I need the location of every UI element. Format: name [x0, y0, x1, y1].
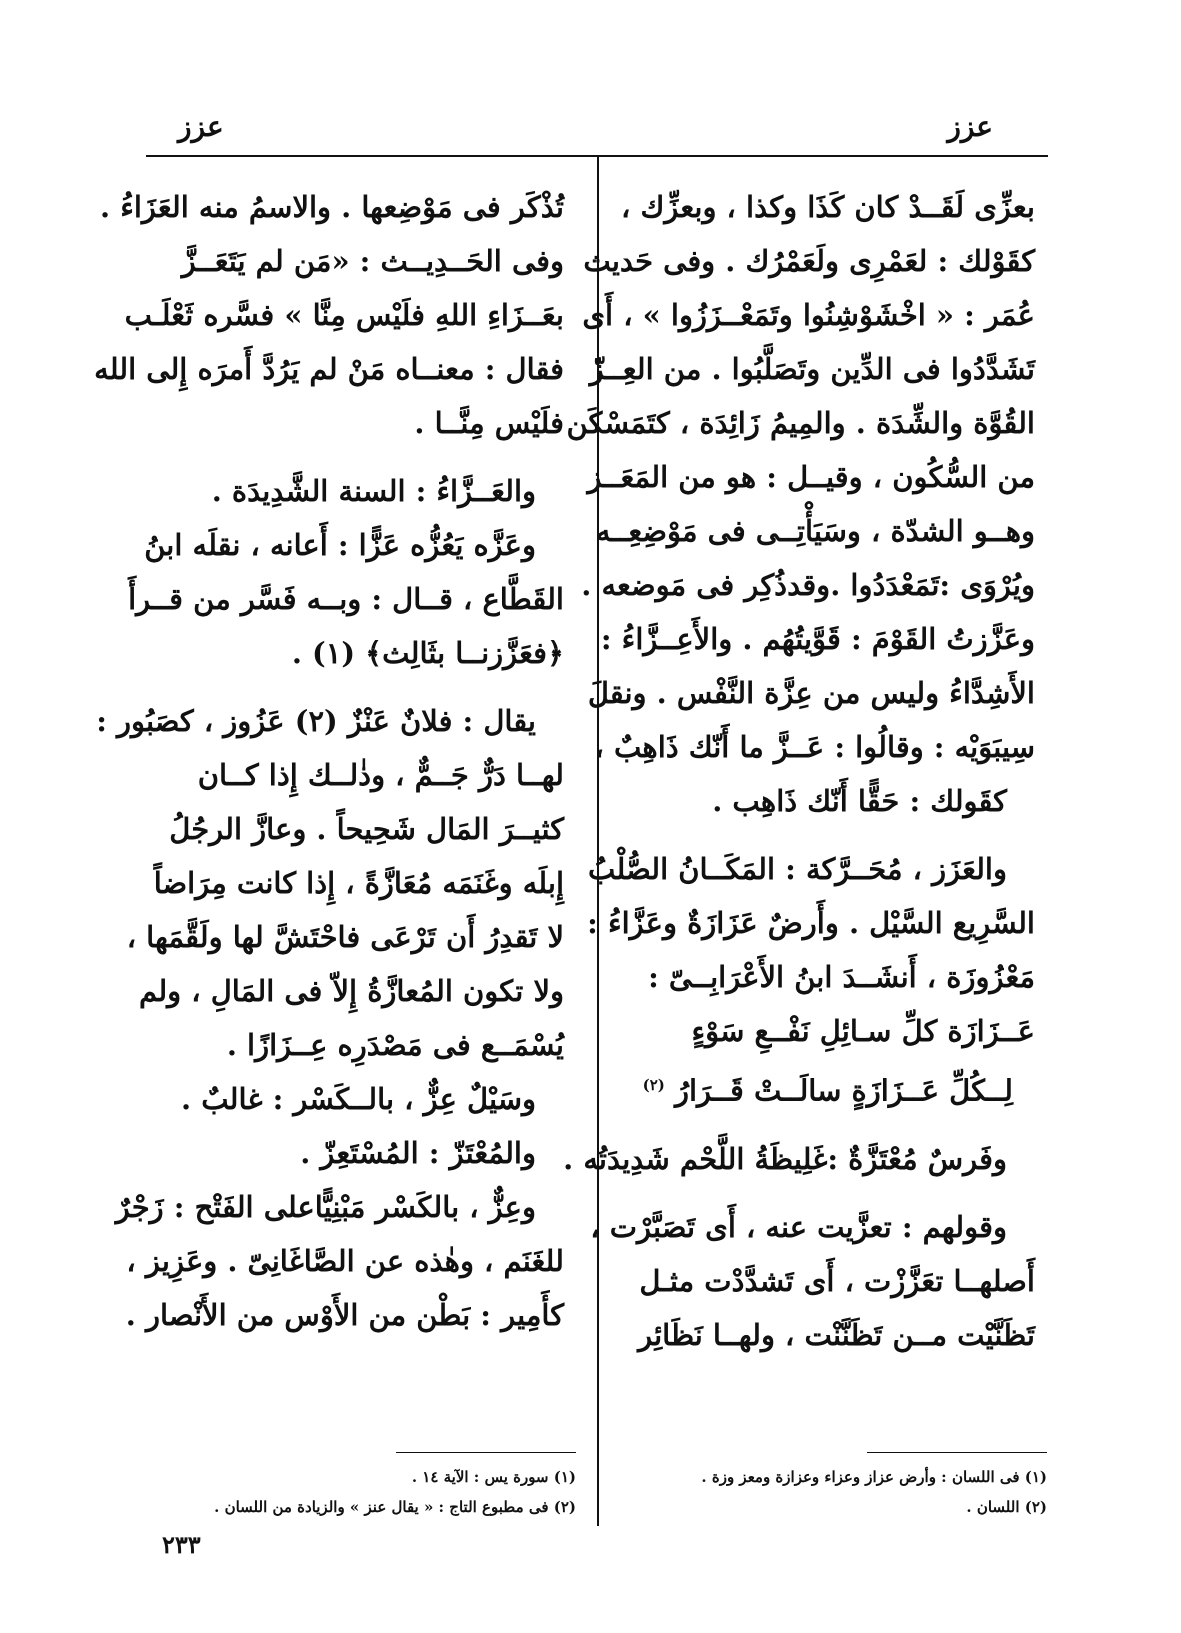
- text-line: تَظَنَّيْت مــن تَظَنَّنْت ، ولهــا نَظَائِر: [638, 1317, 1035, 1352]
- header-left-word: عزز: [178, 110, 224, 143]
- text-line: والعَــزَّاءُ : السنة الشَّدِيدَة .: [211, 474, 536, 508]
- text-line: القُوَّة والشِّدَة . والمِيمُ زَائِدَة ، كتَمَسْكَن: [566, 406, 1035, 440]
- text-line: كقَولك : حَقًّا أَنّك ذَاهِب .: [712, 784, 1007, 818]
- text-line: لهــا دَرٌّ جَــمٌّ ، وذٰلــك إِذا كــان: [197, 758, 564, 792]
- text-line: فقال : معنــاه مَنْ لم يَرُدَّ أَمرَه إِلى الله: [94, 352, 564, 386]
- text-line: للغَنَم ، وهٰذه عن الصَّاغَانِىّ . وعَزِيز ،: [126, 1244, 564, 1278]
- footnotes-right: [629, 1462, 1047, 1522]
- footnote-rule: [867, 1452, 1047, 1453]
- footnotes-left: [158, 1462, 576, 1522]
- text-line: يقال : فلانٌ عَنْزٌ (٢) عَزُوز ، كصَبُور :: [96, 704, 536, 738]
- text-line: كأَمِير : بَطْن من الأَوْس من الأَنْصار .: [125, 1298, 564, 1332]
- footnote: (١) فى اللسان : وأرض عزاز وعزاء وعزازة ومعز وزة .: [701, 1468, 1047, 1486]
- text-line: الأَشِدَّاءُ وليس من عِزَّة النَّفْس . ونقلَ: [587, 676, 1035, 710]
- text-line: وقولهم : تعزَّيت عنه ، أَى تَصَبَّرْت ،: [590, 1209, 1007, 1244]
- text-line: وعِزٌّ ، بالكَسْر مَبْنِيًّاعلى الفَتْح : زَجْرٌ: [115, 1190, 536, 1224]
- text-line: عُمَر : « اخْشَوْشِنُوا وتَمَعْــزَزُوا » ، أَى: [582, 298, 1035, 332]
- paragraph-gap: [146, 680, 564, 694]
- left-column: [94, 180, 564, 1342]
- verse-line: عَــزَازَة كلِّ سـائِلِ نَفْــعِ سَوْءٍ: [691, 1014, 1035, 1048]
- footnote: (٢) فى مطبوع التاج : « يقال عنز » والزيادة من اللسان .: [214, 1498, 576, 1516]
- verse-text: لِــكُلِّ عَــزَازَةٍ سالَــتْ قَــرَارُ: [674, 1073, 1013, 1108]
- text-line: ﴿فعَزَّزنــا بثَالِث﴾ (١) .: [291, 636, 564, 670]
- text-line: تُذْكَر فى مَوْضِعها . والاسمُ منه العَزَاءُ .: [100, 190, 564, 224]
- paragraph-gap: [617, 1186, 1035, 1200]
- text-line: والعَزَز ، مُحَــرَّكة : المَكَــانُ الصُّلْبُ: [588, 852, 1007, 886]
- footnote-marker: (٢): [642, 1076, 665, 1094]
- text-line: وفى الحَــدِيــث : «مَن لم يَتَعَــزَّ: [181, 244, 564, 278]
- footnote: (١) سورة يس : الآية ١٤ .: [411, 1468, 576, 1486]
- text-line: وهــو الشدّة ، وسَيَأْتِــى فى مَوْضِعِــه: [595, 514, 1035, 548]
- text-line: أَصلهــا تعَزَّزْت ، أَى تَشدَّدْت مثـل: [639, 1263, 1035, 1298]
- text-line: كقَوْلك : لعَمْرِى ولَعَمْرُك . وفى حَديث: [583, 244, 1035, 278]
- paragraph-gap: [146, 450, 564, 464]
- text-line: فلَيْس مِنَّــا .: [414, 406, 564, 440]
- text-line: إِبلَه وغَنَمَه مُعَازَّةً ، إِذا كانت مِرَاضاً: [153, 866, 564, 900]
- text-line: بعزِّى لَقَــدْ كان كَذَا وكذا ، وبعزِّك ،: [621, 190, 1035, 224]
- right-column: [563, 180, 1035, 1362]
- paragraph-gap: [617, 828, 1035, 842]
- verse-line: [617, 1058, 1035, 1118]
- text-line: مَعْزُوزَة ، أَنشَــدَ ابنُ الأَعْرَابِــىّ :: [648, 960, 1035, 994]
- text-line: ويُرْوَى :تَمَعْدَدُوا .وقدذُكِر فى مَوضعه .: [581, 568, 1035, 602]
- header-right-word: عزز: [947, 110, 993, 143]
- paragraph-gap: [617, 1118, 1035, 1132]
- text-line: سِيبَوَيْه : وقالُوا : عَــزَّ ما أَنّك ذَاهِبٌ ،: [594, 730, 1035, 764]
- text-line: بعَــزَاءِ اللهِ فلَيْس مِنَّا » فسَّره ثَعْلَـب: [124, 298, 564, 332]
- text-line: تَشَدَّدُوا فى الدِّين وتَصَلَّبُوا . من العِــزّ: [589, 352, 1035, 386]
- footnote-rule: [396, 1452, 576, 1453]
- text-line: السَّرِيع السَّيْل . وأَرضٌ عَزَازَةٌ وعَزَّاءُ :: [587, 906, 1035, 940]
- text-line: والمُعْتَزّ : المُسْتَعِزّ .: [300, 1136, 536, 1170]
- page-number: ٢٣٣: [162, 1530, 201, 1559]
- text-line: وعَزَّه يَعُزُّه عَزًّا : أَعانه ، نقلَه ابنُ: [144, 528, 536, 562]
- text-line: من السُّكُون ، وقيــل : هو من المَعَــز: [587, 460, 1035, 494]
- text-line: ولا تكون المُعازَّةُ إِلاّ فى المَالِ ، ولم: [139, 974, 564, 1008]
- text-line: وسَيْلٌ عِزٌّ ، بالــكَسْر : غالبٌ .: [181, 1082, 536, 1116]
- text-line: كثيــرَ المَال شَحِيحاً . وعازَّ الرجُلُ: [169, 812, 564, 846]
- text-line: وفَرسٌ مُعْتَزَّةٌ :غَلِيظَةُ اللَّحْم شَدِيدَتُه .: [563, 1141, 1007, 1176]
- footnote: (٢) اللسان .: [966, 1498, 1047, 1516]
- text-line: يُسْمَــع فى مَصْدَرِه عِــزَازًا .: [226, 1028, 564, 1062]
- text-line: لا تَقدِرُ أَن تَرْعَى فاحْتَشَّ لها ولَقَّمَها ،: [126, 920, 564, 954]
- text-line: القَطَّاع ، قــال : وبــه فَسَّر من قــرأَ: [128, 582, 564, 616]
- text-line: وعَزَّزتُ القَوْمَ : قَوَّيتُهُم . والأَعِــزَّاءُ :: [600, 622, 1035, 656]
